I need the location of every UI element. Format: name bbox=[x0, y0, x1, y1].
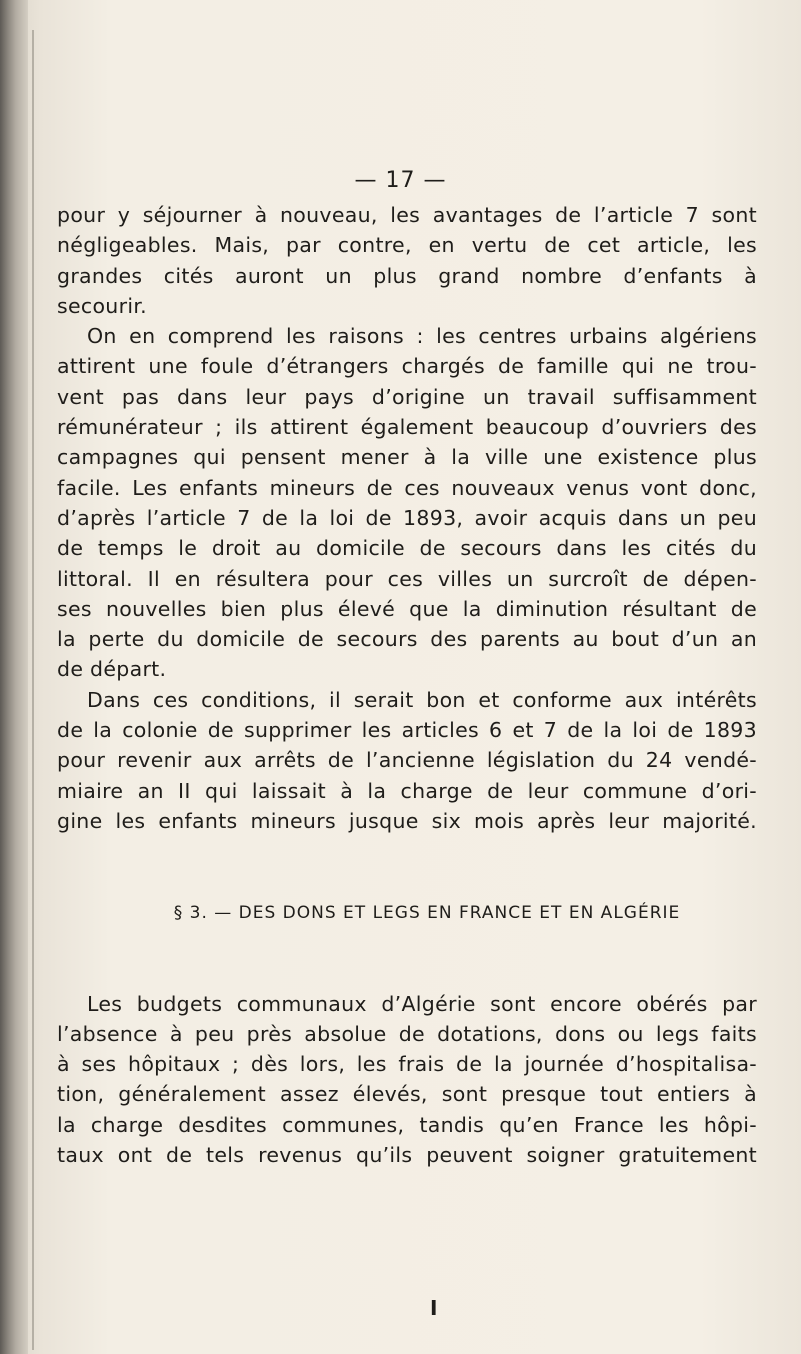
text-line: tion, généralement assez élevés, sont presque tout entiers à bbox=[57, 1082, 757, 1107]
text-line: campagnes qui pensent mener à la ville une existence plus bbox=[57, 445, 757, 470]
page-body bbox=[57, 200, 757, 1170]
gutter-edge bbox=[32, 30, 34, 1350]
text-line: taux ont de tels revenus qu’ils peuvent soigner gratuitement bbox=[57, 1143, 757, 1168]
text-line: l’absence à peu près absolue de dotations, dons ou legs faits bbox=[57, 1021, 757, 1046]
text-line: Les budgets communaux d’Algérie sont encore obérés par bbox=[87, 991, 757, 1016]
paragraph-4 bbox=[57, 989, 757, 1019]
text-line: à ses hôpitaux ; dès lors, les frais de la journée d’hospitalisa- bbox=[57, 1052, 757, 1077]
text-line: secourir. bbox=[57, 293, 147, 318]
paragraph-2 bbox=[57, 321, 757, 351]
section-heading: § 3. — DES DONS ET LEGS EN FRANCE ET EN ALGÉRIE bbox=[173, 903, 681, 924]
paragraph-3 bbox=[57, 685, 757, 715]
text-line: de départ. bbox=[57, 657, 167, 682]
text-line: vent pas dans leur pays d’origine un travail suffisamment bbox=[57, 384, 757, 409]
paragraph-3-body bbox=[57, 715, 757, 836]
paragraph-1 bbox=[57, 200, 757, 291]
page-number: — 17 — bbox=[354, 168, 447, 193]
text-line: grandes cités auront un plus grand nombre d’enfants à bbox=[57, 263, 757, 288]
text-line: miaire an II qui laissait à la charge de leur commune d’ori- bbox=[57, 778, 757, 803]
text-line: attirent une foule d’étrangers chargés de famille qui ne trou- bbox=[57, 354, 757, 379]
text-line: d’après l’article 7 de la loi de 1893, avoir acquis dans un peu bbox=[57, 505, 757, 530]
signature-mark: I bbox=[430, 1296, 438, 1320]
text-line: littoral. Il en résultera pour ces villes un surcroît de dépen- bbox=[57, 566, 757, 591]
text-line: de la colonie de supprimer les articles 6 et 7 de la loi de 1893 bbox=[57, 718, 757, 743]
text-line: la perte du domicile de secours des parents au bout d’un an bbox=[57, 627, 757, 652]
text-line: négligeables. Mais, par contre, en vertu de cet article, les bbox=[57, 233, 757, 258]
paragraph-2-end bbox=[57, 654, 757, 684]
text-line: la charge desdites communes, tandis qu’en France les hôpi- bbox=[57, 1112, 757, 1137]
text-line: pour y séjourner à nouveau, les avantages de l’article 7 sont bbox=[57, 203, 757, 227]
text-line: de temps le droit au domicile de secours dans les cités du bbox=[57, 536, 757, 561]
text-line: On en comprend les raisons : les centres urbains algériens bbox=[87, 324, 757, 349]
text-line: facile. Les enfants mineurs de ces nouveaux venus vont donc, bbox=[57, 475, 757, 500]
text-line: pour revenir aux arrêts de l’ancienne législation du 24 vendé- bbox=[57, 748, 757, 773]
paragraph-2-body bbox=[57, 351, 757, 654]
paragraph-1-end bbox=[57, 291, 757, 321]
page-gutter bbox=[0, 0, 28, 1354]
text-line: gine les enfants mineurs jusque six mois après leur majorité. bbox=[57, 808, 757, 833]
text-line: rémunérateur ; ils attirent également beaucoup d’ouvriers des bbox=[57, 415, 757, 440]
paragraph-4-body bbox=[57, 1019, 757, 1170]
text-line: Dans ces conditions, il serait bon et conforme aux intérêts bbox=[87, 687, 757, 712]
text-line: ses nouvelles bien plus élevé que la diminution résultant de bbox=[57, 596, 757, 621]
